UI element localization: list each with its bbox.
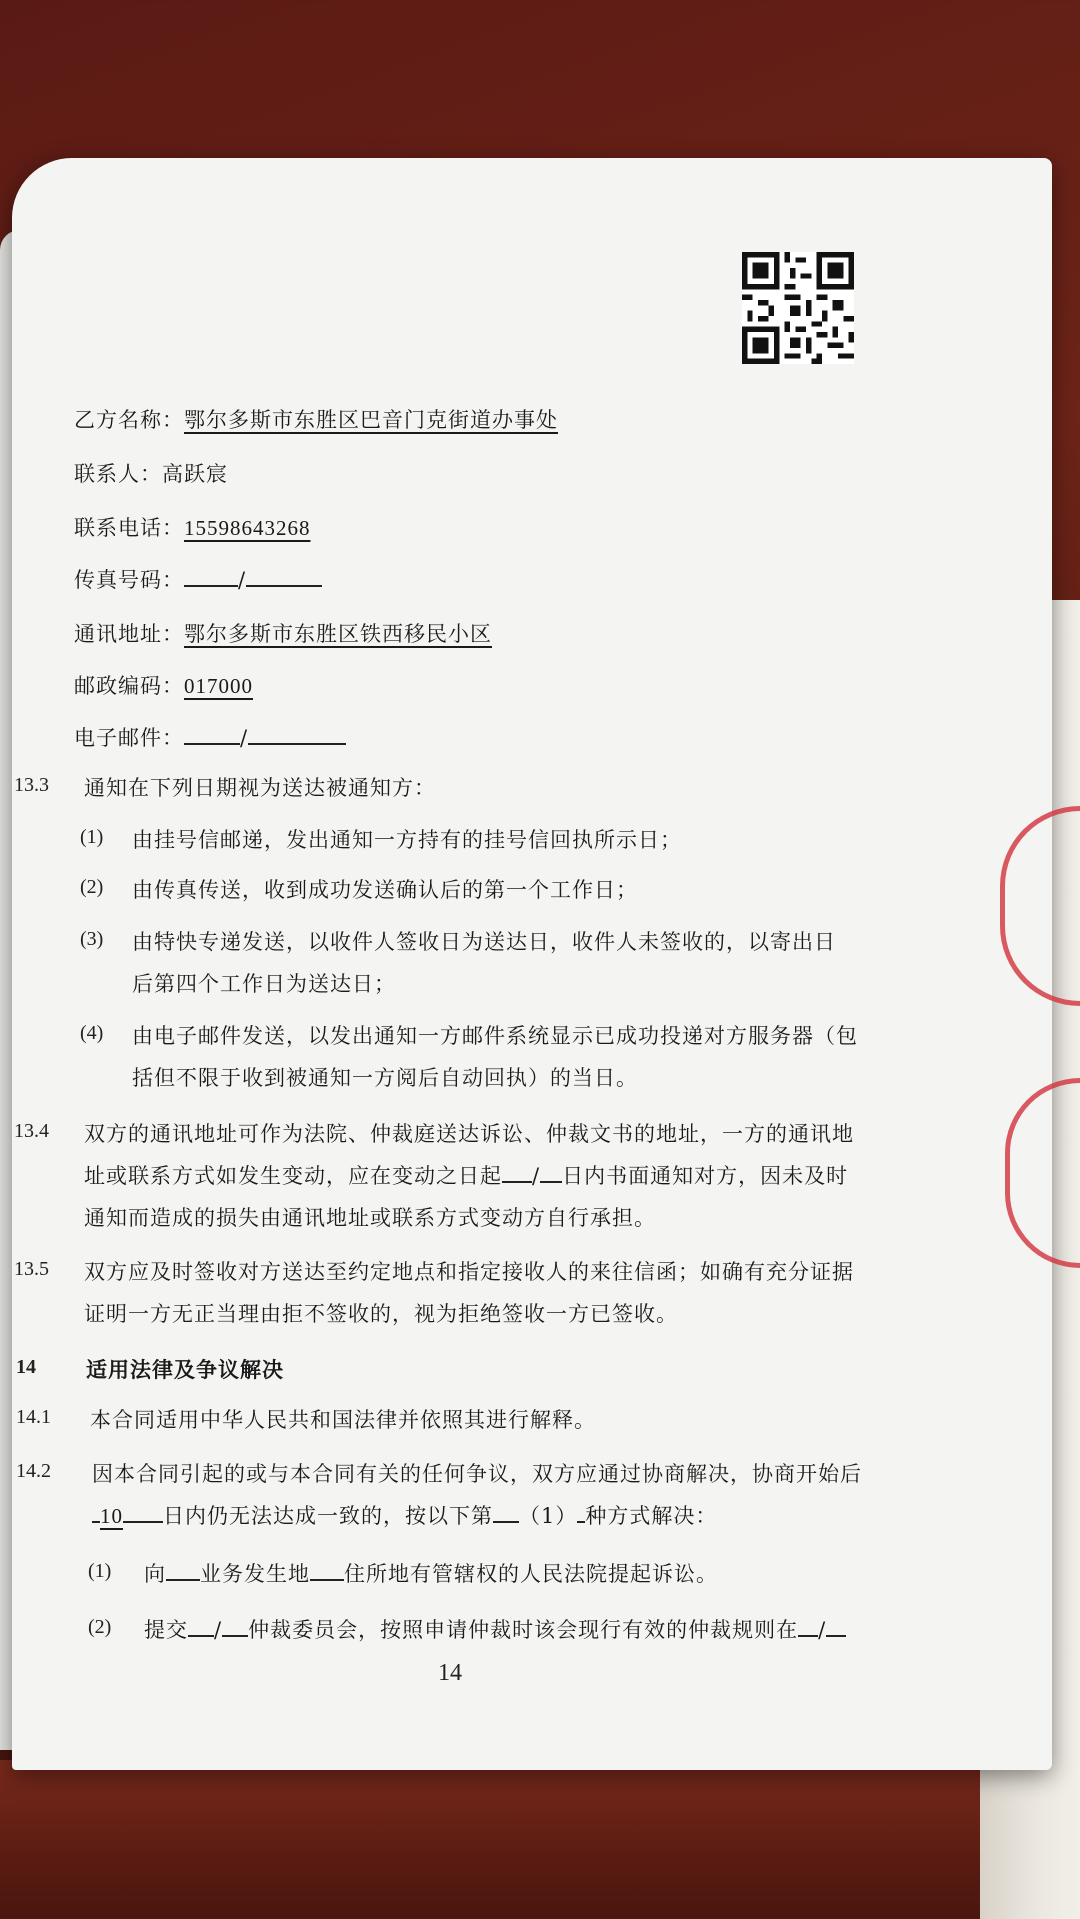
- clause-14-2-number: 14.2: [16, 1460, 51, 1482]
- party-b-contact: 联系人：高跃宸: [74, 462, 228, 486]
- clause-13-4-line-1: 双方的通讯地址可作为法院、仲裁庭送达诉讼、仲裁文书的地址，一方的通讯地: [84, 1122, 854, 1146]
- party-b-email: 电子邮件： /: [74, 722, 346, 752]
- clause-13-4-line-2: 址或联系方式如发生变动，应在变动之日起 / 日内书面通知对方，因未及时: [84, 1160, 848, 1190]
- clause-14-2-days-value: 10: [100, 1504, 123, 1528]
- clause-13-3-item-2-text: 由传真传送，收到成功发送确认后的第一个工作日；: [132, 878, 638, 902]
- clause-14-2-item-2-text: 提交 / 仲裁委员会，按照申请仲裁时该会现行有效的仲裁规则在 /: [144, 1614, 846, 1644]
- clause-13-3-item-3-line-1: 由特快专递发送，以收件人签收日为送达日，收件人未签收的，以寄出日: [132, 930, 836, 954]
- party-b-email-value: /: [240, 726, 249, 750]
- clause-14-2-line-2: 10 日内仍无法达成一致的，按以下第 （1） 种方式解决：: [92, 1500, 717, 1530]
- clause-13-5-line-1: 双方应及时签收对方送达至约定地点和指定接收人的来往信函；如确有充分证据: [84, 1260, 854, 1284]
- clause-14-1-text: 本合同适用中华人民共和国法律并依照其进行解释。: [90, 1408, 596, 1432]
- clause-13-3-number: 13.3: [14, 774, 49, 796]
- clause-13-3-item-4-line-2: 括但不限于收到被通知一方阅后自动回执）的当日。: [132, 1066, 638, 1090]
- clause-13-3-item-3-number: (3): [80, 928, 104, 950]
- section-14-title: 适用法律及争议解决: [86, 1357, 284, 1382]
- clause-13-4-line-3: 通知而造成的损失由通讯地址或联系方式变动方自行承担。: [84, 1206, 656, 1230]
- qr-code-icon: [742, 252, 854, 364]
- clause-13-4-number: 13.4: [14, 1120, 49, 1142]
- party-b-postal: 邮政编码：017000: [74, 674, 253, 698]
- clause-13-4-days-value: /: [532, 1164, 541, 1188]
- clause-13-3-item-4-line-1: 由电子邮件发送，以发出通知一方邮件系统显示已成功投递对方服务器（包: [132, 1024, 858, 1048]
- clause-13-3-item-4-number: (4): [80, 1022, 104, 1044]
- section-14-number: 14: [16, 1356, 36, 1378]
- clause-13-5-number: 13.5: [14, 1258, 49, 1280]
- party-b-phone: 联系电话：15598643268: [74, 516, 311, 540]
- clause-14-2-item-2-number: (2): [88, 1616, 112, 1638]
- party-b-name-value: 鄂尔多斯市东胜区巴音门克街道办事处: [184, 408, 558, 432]
- party-b-address-value: 鄂尔多斯市东胜区铁西移民小区: [184, 622, 492, 646]
- clause-14-2-item-1-text: 向 业务发生地 住所地有管辖权的人民法院提起诉讼。: [144, 1558, 718, 1588]
- party-b-fax: 传真号码： /: [74, 564, 322, 594]
- clause-14-1-number: 14.1: [16, 1406, 51, 1428]
- party-b-name: 乙方名称：鄂尔多斯市东胜区巴音门克街道办事处: [74, 408, 558, 432]
- clause-14-2-item-1-number: (1): [88, 1560, 112, 1582]
- party-b-address: 通讯地址：鄂尔多斯市东胜区铁西移民小区: [74, 622, 492, 646]
- clause-13-3-item-1-number: (1): [80, 826, 104, 848]
- clause-14-2-method-value: （1）: [519, 1504, 578, 1528]
- clause-13-3-item-3-line-2: 后第四个工作日为送达日；: [132, 972, 396, 996]
- party-b-phone-value: 15598643268: [184, 516, 311, 540]
- clause-13-3-text: 通知在下列日期视为送达被通知方：: [84, 776, 436, 800]
- page-number: 14: [438, 1660, 462, 1686]
- clause-13-5-line-2: 证明一方无正当理由拒不签收的，视为拒绝签收一方已签收。: [84, 1302, 678, 1326]
- party-b-postal-value: 017000: [184, 674, 253, 698]
- background-floor: [0, 1760, 1080, 1919]
- party-b-contact-value: 高跃宸: [162, 462, 228, 486]
- party-b-fax-value: /: [238, 568, 247, 592]
- clause-13-3-item-2-number: (2): [80, 876, 104, 898]
- clause-13-3-item-1-text: 由挂号信邮递，发出通知一方持有的挂号信回执所示日；: [132, 828, 682, 852]
- clause-14-2-line-1: 因本合同引起的或与本合同有关的任何争议，双方应通过协商解决，协商开始后: [92, 1462, 862, 1486]
